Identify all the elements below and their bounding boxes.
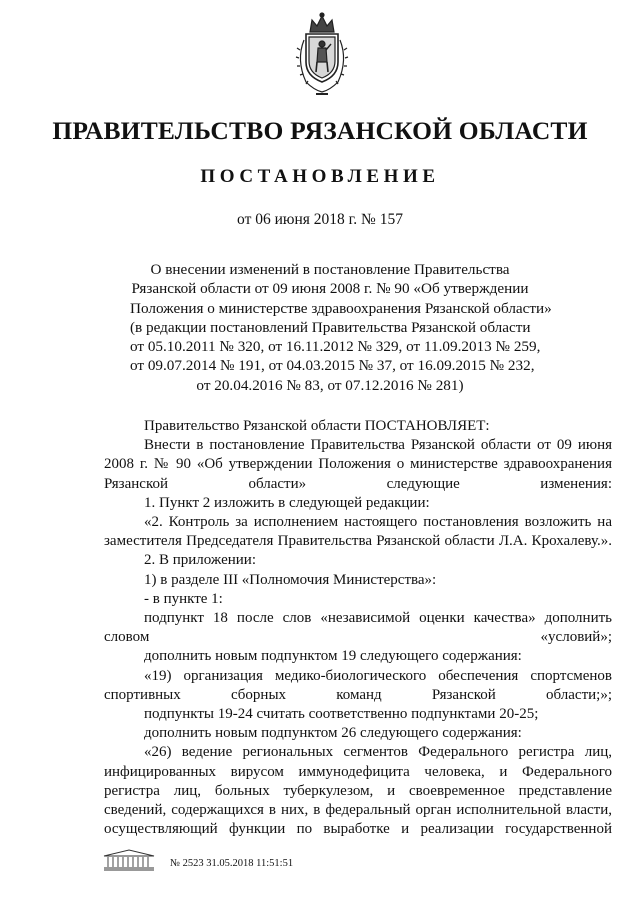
- coat-of-arms-icon: [294, 10, 350, 100]
- body-paragraph: «26) ведение региональных сегментов Федерального регистра лиц, инфицированных вирусом иммунодефицита человека, и Федерального регистра лиц, больных туберкулезом, и своевременное представление сведений, содержащихся в них, в федеральный орган исполнительной власти, осуществляющий функции по выработке и реализации государственной: [104, 744, 612, 838]
- body-paragraph: 1) в разделе III «Полномочия Министерства»:: [144, 571, 437, 588]
- subject-line: Рязанской области от 09 июня 2008 г. № 90 «Об утверждении: [131, 280, 529, 298]
- body-paragraph: дополнить новым подпунктом 19 следующего содержания:: [144, 648, 522, 665]
- body-paragraph: «19) организация медико-биологического обеспечения спортсменов спортивных сборных команд Рязанской области;»;: [104, 667, 612, 703]
- subject-line: (в редакции постановлений Правительства Рязанской области: [130, 318, 531, 336]
- body-paragraph: подпункты 19-24 считать соответственно подпунктами 20-25;: [144, 706, 539, 723]
- document-date-number: от 06 июня 2018 г. № 157: [237, 211, 403, 228]
- body-paragraph: - в пункте 1:: [144, 590, 223, 607]
- subject-line: от 09.07.2014 № 191, от 04.03.2015 № 37, от 16.09.2015 № 232,: [130, 357, 535, 375]
- body-paragraph: 2. В приложении:: [144, 552, 256, 569]
- registry-stamp-icon: [100, 848, 158, 872]
- subject-line: от 20.04.2016 № 83, от 07.12.2016 № 281): [196, 376, 464, 394]
- body-paragraph: 1. Пункт 2 изложить в следующей редакции:: [144, 494, 430, 511]
- government-title: ПРАВИТЕЛЬСТВО РЯЗАНСКОЙ ОБЛАСТИ: [52, 116, 588, 145]
- subject-line: О внесении изменений в постановление Правительства: [150, 261, 510, 278]
- body-paragraph: «2. Контроль за исполнением настоящего постановления возложить на заместителя Председателя Правительства Рязанской области Л.А. Крохалеву.».: [104, 514, 612, 550]
- document-body: [104, 417, 612, 839]
- subject-line: от 05.10.2011 № 320, от 16.11.2012 № 329, от 11.09.2013 № 259,: [130, 338, 541, 356]
- document-subject: [130, 260, 552, 395]
- body-paragraph: Внести в постановление Правительства Рязанской области от 09 июня 2008 г. № 90 «Об утверждении Положения о министерстве здравоохранения Рязанской области» следующие изменения:: [104, 437, 612, 492]
- document-type: ПОСТАНОВЛЕНИЕ: [200, 166, 440, 187]
- body-paragraph: дополнить новым подпунктом 26 следующего содержания:: [144, 725, 522, 742]
- registration-number: № 2523 31.05.2018 11:51:51: [170, 858, 294, 869]
- body-paragraph: подпункт 18 после слов «независимой оценки качества» дополнить словом «условий»;: [104, 610, 612, 646]
- footer-registration: [100, 848, 360, 878]
- body-paragraph: Правительство Рязанской области ПОСТАНОВЛЯЕТ:: [144, 418, 490, 434]
- subject-line: Положения о министерстве здравоохранения Рязанской области»: [130, 299, 552, 317]
